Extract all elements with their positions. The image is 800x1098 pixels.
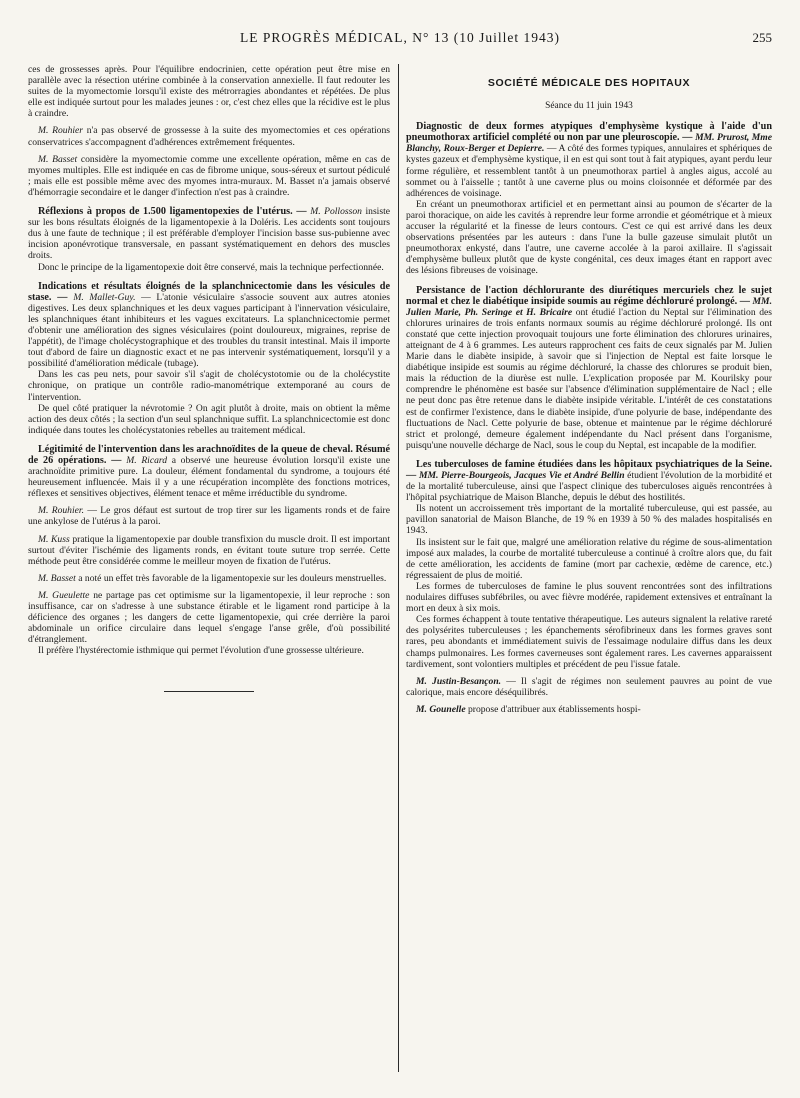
basset-comment <box>28 573 390 584</box>
article-author: M. Ricard <box>126 455 168 466</box>
article-authors: MM. Julien Marie, Ph. Seringe et H. Bricaire <box>406 295 772 318</box>
article-text: étudient l'évolution de la morbidité et de la mortalité tuberculeuse, ainsi que l'aspect clinique des tuberculoses aiguës rencontrées à l'hôpital psychiatrique de Maison Blanche, depuis le début des hostilités. <box>406 470 772 504</box>
article-emphyseme <box>406 121 772 199</box>
article-paragraph: Ils notent un accroissement très important de la mortalité tuberculeuse, qui est passée, au pavillon sanatorial de Maison Blanche, de 19 % en 1939 à 50 % des malades hospitalisés en 1943. <box>406 503 772 537</box>
paragraph-text: n'a pas observé de grossesse à la suite des myomectomies et ces opérations conservatrices s'accompagnent d'adhérences extrêmement fréquentes. <box>28 125 390 148</box>
article-author: M. Mallet-Guy. <box>73 291 136 303</box>
article-title: Indications et résultats éloignés de la splanchnicectomie dans les vésicules de stase. — <box>28 280 390 303</box>
gueulette-comment <box>28 590 390 645</box>
rouhier-paragraph <box>28 125 390 147</box>
article-tuberculoses <box>406 459 772 503</box>
article-title: Les tuberculoses de famine étudiées dans les hôpitaux psychiatriques de la Seine. — <box>406 458 772 481</box>
page-number: 255 <box>752 30 772 45</box>
article-text: — A côté des formes typiques, annulaires et sphériques de kystes gazeux et d'emphysème kystique, il en est qui sont tout à fait atypiques, ayant perdu leur forme régulière, et ressemblent tantôt à un pneumothorax partiel à angles aigus, accolé au sommet ou à l'aisselle ; tantôt à une caverne plus ou moins cloisonnée et déformée par des adhérences de voisinage. <box>406 143 772 199</box>
author-name: M. Rouhier. <box>38 505 84 517</box>
article-authors: MM. Prurost, Mme Blanchy, Roux-Berger et Depierre. <box>406 132 773 155</box>
article-paragraph: Les formes de tuberculoses de famine le plus souvent rencontrées sont des infiltrations nodulaires diffuses subfébriles, ou avec fièvre modérée, rapidement extensives et entraînant la mort en deux à six mois. <box>406 580 772 615</box>
article-title: Diagnostic de deux formes atypiques d'emphysème kystique à l'aide d'un pneumothorax artificiel complété ou non par une pleuroscopie. — <box>406 121 772 144</box>
author-name: M. Kuss <box>38 533 70 545</box>
article-title: Légitimité de l'intervention dans les arachnoïdites de la queue de cheval. Résumé de 26 opérations. — <box>28 443 390 466</box>
right-column <box>406 64 772 1074</box>
article-title: Réflexions à propos de 1.500 ligamentopexies de l'utérus. — <box>38 206 311 218</box>
paragraph-text: — Il s'agit de régimes non seulement pauvres au point de vue calorique, mais encore déséquilibrés. <box>406 675 773 698</box>
paragraph-text: pratique la ligamentopexie par double transfixion du muscle droit. Il est important surtout d'éviter l'ischémie des ligaments ronds, en évitant toute suture trop serrée. Cette méthode peut être considérée comme le meilleur moyen de fixation de l'utérus. <box>28 533 390 567</box>
author-name: M. Rouhier <box>38 125 84 137</box>
intro-paragraph: ces de grossesses après. Pour l'équilibre endocrinien, cette opération peut être mise en parallèle avec la résection utérine combinée à la conservation annexielle. Il faut redouter les suites de la myomectomie lorsqu'il existe des métrorragies abondantes et répétées. De plus elle est indiquée surtout pour les malades jeunes : or, c'est chez elles que la récidive est le plus à craindre. <box>28 64 390 120</box>
basset-paragraph <box>28 154 390 198</box>
article-paragraph: Ils insistent sur le fait que, malgré une amélioration relative du régime de sous-alimentation imposé aux malades, la courbe de mortalité tuberculeuse a continué à croître alors que, du fait de cette amélioration, les accidents de famine (mort par cachexie, œdème de carence, etc.) régressaient de plus de moitié. <box>406 536 772 581</box>
running-header <box>28 30 772 48</box>
left-column <box>28 64 390 1074</box>
kuss-comment <box>28 534 390 567</box>
article-splanchnicectomie <box>28 281 390 370</box>
paragraph-text: propose d'attribuer aux établissements hospi- <box>465 703 641 715</box>
paragraph-text: considère la myomectomie comme une excellente opération, même en cas de myomes multiples. Elle est indiquée en cas de fibrome unique, sous-séreux et surtout pédiculé ; mais elle est possible même avec des myomes intra-muraux. M. Basset n'a jamais observé d'hémorragie secondaire et le danger d'infection n'est pas à craindre. <box>28 153 390 198</box>
article-paragraph: Donc le principe de la ligamentopexie doit être conservé, mais la technique perfectionnée. <box>38 261 384 273</box>
final-paragraph: Il préfère l'hystérectomie isthmique qui permet l'évolution d'une grossesse ultérieure. <box>38 645 364 657</box>
author-name: M. Justin-Besançon. <box>416 675 502 687</box>
gounelle-comment <box>406 704 772 715</box>
article-text: insiste sur les bons résultats éloignés de la ligamentopexie à la Doléris. Les accidents sont toujours dus à une faute de technique ; il est préférable d'employer l'incision basse sus-pubienne avec incision aponévrotique transversale, en passant systématiquement en dehors des muscles droits. <box>28 206 391 262</box>
column-divider <box>398 64 399 1072</box>
article-diuretiques <box>406 285 772 451</box>
article-paragraph: Dans les cas peu nets, pour savoir s'il s'agit de cholécystotomie ou de la cholécystite chronique, on pratique un contrôle radio-manométrique extemporané au cours de l'intervention. <box>28 369 390 403</box>
journal-title: LE PROGRÈS MÉDICAL, N° 13 (10 Juillet 1943) <box>240 30 560 45</box>
paragraph-text: ne partage pas cet optimisme sur la ligamentopexie, il leur reproche : son insuffisance, car on s'adresse à une substance étirable et le ligament rond participe à la déficience des organes ; les dangers de cette ligamentopexie, qui crée derrière la paroi abdominale un orifice circulaire dans lequel s'engage l'anse grêle, d'où possibilité d'étranglement. <box>28 589 390 646</box>
article-text: ont étudié l'action du Neptal sur l'élimination des chlorures urinaires de trois enfants normaux soumis au régime déchloruré prolongé. Ils ont constaté que cette injection provoquait toujours une forte élimination des chlorures urinaires, atteignant de 4 à 6 grammes. Les auteurs rapprochent ces faits de ceux signalés par M. Julien Marie dans le diabète insipide, à savoir que si l'injection de Neptal est faite lorsque le diabétique insipide est soumis au régime déchloruré, la chasse des chlorures se produit bien, mais la réduction de la diurèse est nulle. L'explication proposée par M. Kourilsky pour comprendre le phénomène est basée sur l'absence d'élimination supplémentaire de Nacl ; elle ne peut donc pas être retenue dans le diabète insipide véritable. L'intérêt de ces constatations est de confirmer l'existence, dans le diabète insipide, d'une polyurie de base, indépendante des fluctuations de Nacl. Cette polyurie de base, obtenue et maintenue par le régime déchloruré strict et prolongé, demeure également indépendante du Nacl présent dans l'organisme, puisqu'une nouvelle décharge de Nacl, sous le coup du Neptal, est incapable de la modifier. <box>406 306 772 451</box>
author-name: M. Gounelle <box>416 703 466 715</box>
paragraph-text: a noté un effet très favorable de la ligamentopexie sur les douleurs menstruelles. <box>75 572 387 584</box>
justin-comment <box>406 676 772 698</box>
author-name: M. Gueulette <box>38 589 90 601</box>
article-ligamentopexies <box>28 206 390 261</box>
article-title: Persistance de l'action déchlorurante des diurétiques mercuriels chez le sujet normal et chez le diabétique insipide soumis au régime déchloruré prolongé. — <box>406 284 772 307</box>
article-paragraph: En créant un pneumothorax artificiel et en permettant ainsi au poumon de s'écarter de la paroi thoracique, on aide les cavités à reprendre leur forme arrondie et géométrique et à mieux accuser la régularité et la finesse de leurs contours. C'est ce qui est arrivé dans les deux observations présentées par les auteurs : dans l'une la bulle gazeuse simulait plutôt un pneumothorax enkysté, dans l'autre, une caverne accolée à la paroi axillaire. Il s'agissait d'emphysème bulleux plutôt que de kyste congénital, ces deux images étant en rapport avec des lésions fibreuses de voisinage. <box>406 198 772 277</box>
article-authors: MM. Pierre-Bourgeois, Jacques Vie et André Bellin <box>418 470 625 481</box>
article-paragraph: Ces formes échappent à toute tentative thérapeutique. Les auteurs signalent la relative rareté des polysérites tuberculeuses ; les épanchements sérofibrineux dans les formes graves sont rares, peu abondants et immédiatement suivis de l'essaimage nodulaire diffus dans les deux champs pulmonaires. Les formes caverneuses sont également rares. Les cavernes apparaissent tardivement, sont volontiers multiples et précédent de peu l'issue fatale. <box>406 614 772 670</box>
rouhier-comment <box>28 505 390 527</box>
author-name: M. Basset <box>38 572 76 584</box>
end-rule <box>164 691 254 692</box>
paragraph-text: — Le gros défaut est surtout de trop tirer sur les ligaments ronds et de faire une ankylose de l'utérus à la paroi. <box>28 505 391 528</box>
article-author: M. Pollosson <box>310 206 362 218</box>
article-text: — L'atonie vésiculaire s'associe souvent aux autres atonies digestives. Les deux splanchniques et les deux vagues participant à l'innervation vésiculaire, les splanchniques étant inhibiteurs et les vagues excitateurs. La splanchnicectomie permet d'obtenir une amélioration des signes vésiculaires (point douloureux, migraines, reprise de l'appétit), de l'image cholécystographique et des troubles du transit intestinal. Mais il importe tout d'abord de faire un diagnostic exact et ne pas intervenir systématiquement, lorsqu'il y a possibilité d'amélioration médicale (tubage). <box>28 291 390 370</box>
section-title: SOCIÉTÉ MÉDICALE DES HOPITAUX <box>487 77 691 89</box>
author-name: M. Basset <box>38 153 78 165</box>
article-text: a observé une heureuse évolution lorsqu'il existe une arachnoïdite primitive pure. La douleur, élément fondamental du syndrome, a toujours été heureusement influencée. Mais il y a une récupération incomplète des fonctions motrices, réflexes et sensitives objectives, élément tenace et même irréductible du syndrome. <box>28 455 391 500</box>
article-arachnoidites <box>28 444 390 499</box>
article-paragraph: De quel côté pratiquer la névrotomie ? On agit plutôt à droite, mais on obtient la même action des deux côtés ; la section d'un seul splanchnique suffit. La splanchnicectomie est donc indiquée dans toutes les cholécystatonies rebelles au traitement médical. <box>28 402 390 436</box>
session-date: Séance du 11 juin 1943 <box>545 101 633 112</box>
